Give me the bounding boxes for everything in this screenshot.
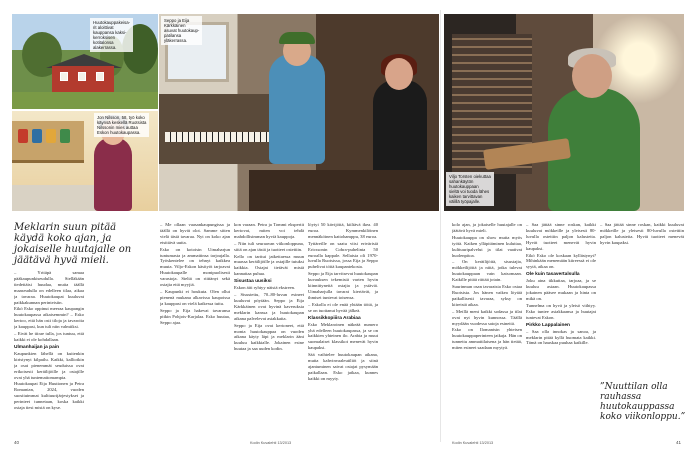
page-number-right: 41 [676,440,682,445]
paragraph: – Eskolla ei ole enää yhtään töitä, ja se on tuottanut hyvää jälkeä. [308,301,378,313]
paragraph: Tyttäreille on saatu viisi erivärisiä Ericssonin Cobra-puhelinta 50 euroalla kappale. Sellaisia oli 1970-luvulla Ruotsissa, jossa Eija ja Seppo puhelivat töitä kaupantekosta. [308,240,378,270]
paragraph: Suurinman osan tavaraista Esko ostaa Ruotsista. Jos hänen vaikea löytää paikallisesti tavaraa, syksy on kiireistä aikaa. [452,284,522,307]
paragraph: Eikö Esko ole koskaan kyllästynyt? Mihinkään menemään kiireessä ei ole syytä, aikaa on. [526,252,596,270]
tools-photo [444,14,684,211]
paragraph: Esko Meklaroinen näkeää numero yhä edelleen huutokaupassa, ja se on kaikkien yhteinen ilo. Arabia ja muut suomalaiset klassikot menevät hyvin kaupaksi. [308,321,378,351]
paragraph: Seppo ja Eija tarvitsevat huutokaupan kuvauksen tekemistä varten hyvin kiinnittyneitä ostajia ja ystäviä. Uimaharjulla tavarat kiertävät, ja ihmiset tuntevat toisensa. [308,271,378,300]
subheading: Ole kuin tasavertalsulla [526,272,580,278]
paragraph: Kaupunkien lähellä on kuitenkin kiristynyt kilpailu. Kaikki, kalliotkin ja osat pienemmät seuduissa ovat erikoisesti keräilijöille ja ostajille ovat yhä tuntemattomampia. [14,350,84,380]
paragraph: Eskon äiti ryhtyy näistä ekstreen. [234,285,296,291]
paragraph: – Sisustettu, 70–80-luvun esineet kuuluvat pöytään. Seppo ja Eija Kärkkäinen ovat hyvinä kaveruksia meklarin kanssa ja huutokaupan aikana palvelevat asiakkaita. [234,292,304,321]
subheading: Pirkko Lappalainen [526,322,570,328]
column-6 [526,222,596,378]
paragraph: Tunnelma on hyvä ja yleisö viihtyy. Esko tuntee asiakkaansa ja huutajat tuntevat Eskon. [526,302,596,320]
paragraph: – Yritäpä samaa pääkaupunkiseudulla. Sielläkään tiedettäisi huudaa, mutta täällä maaseudulla on edelleen tilaa, aikaa ja tavaraa. Huutokaupat kuuluvat paikkakunnan perinteisiin. [14,270,84,305]
column-3 [234,222,304,438]
paragraph: – Saa olla innokas ja sanoa, ja meklarin pitää kyllä huomata kaikki. Tämä on hauskaa puuhaa kaikille. [526,328,596,346]
paragraph: – On keräilijöitä, sisustajia, mökkeilijöitä ja niitä, jotka tulevat huutokauppaan vain katsomaan. Kaikille pitää riittää jotain. [452,259,522,283]
pull-quote-left: Meklarin suun pitää käydä koko ajan, ja jokaiselle huutajalle on jäätävä hyvä mieli. [14,222,132,266]
kitchen-photo [12,111,158,211]
paragraph: Eikö Esko oppinut meeraa kaupangin huutokaupassa aikaisemmin? – Esko kertoo, että hän osti tiloja ja tavaroita ja kauppasi, kun tuli niin valmiiksi. [14,306,84,330]
paragraph: löytyi 50 kävijöitä, kiiltävä ikea. 40 euroa. Kymmenkilöinen mennäköinen kattohamppu, 38 euroa. [308,222,378,239]
workshop-photo [159,14,439,211]
paragraph: kolo ajan, ja jokaiselle huutajalle on jäätävä hyvä mieli. [452,222,522,233]
page-number-left: 40 [14,440,20,445]
paragraph: Seppo ja Eija hakevat tavaransa pitkin Pohjois-Karjalaa. Esko huutaa, Seppo ajaa. [160,307,230,325]
paragraph: – Me ollaan vaasankaupungissa ja täällä on hyvät olot. Samme sitten vielä tästä tavaraa. Nyt on koko ajan etsittävä uutta. [160,222,230,245]
kitchen-caption: Jon Nilsson, 58, työ koko käynsä keskellä Ruotsista Nilssonin mies auttaa Eskon huutokaupassa. [94,113,149,137]
footer-right: Kodin Kuvalehti 13/2013 [452,441,494,445]
paragraph: – Meillä meni kaikki sodassa ja tilat ovat nyt hyvin kunnossa. Täällä myydään vuodessa satoja esineitä. [452,308,522,326]
paragraph: Huutokaupat Eija Huuttonen ja Petra Romanian, 2024, vuoden suosituimmat kulttuurijärjestykset ja perinteet tunnetaan, koska kaikki ostaja tiesi mistä on kyse. [14,381,84,411]
paragraph: – Saa jättää sinne roskan, kaikki kuuluvat mökkeille ja yleisesti 80-luvulla ostettiin paljon kalusteita. Hyvät tuotteet menevät hyvin kaupaksi. [526,222,596,251]
paragraph: – Saa jättää sinne roskan, kaikki kuuluvat mökkeille ja yleisesti 80-luvulla ostettiin paljon kalusteita. Hyvät tuotteet menevät hyvin kaupaksi. [600,222,684,245]
column-5 [452,222,522,438]
house-caption: Huutokauppakeisa- rit aloittivat kauppansa kaksi- kerroksisen kotitalonsa alakerrassa. [90,18,133,52]
paragraph: Esko on Ilomantsin yhteisen huutokauppaperinteen jatkaja. Hän on tunnettu ammattilaisena ja hän tietää, miten esineet saadaan myytyä. [452,327,522,351]
paragraph: Huutokauppa on show mutta myös työtä. Kaiken ylläpitäminen kuluttaa, kulttuuripalvelut ja tilat vaativat huolenpitoa. [452,234,522,258]
paragraph: – Niin tuli seuraavan viikonloppuna, siitä on ajan tästä ja tuotteet ostettiin. [234,240,304,252]
column-1 [14,270,84,438]
paragraph: kon varaan. Petra ja Tommi ekspertit kertovat, miten voi tehdä mahdollisimman hyviä kauppoja. [234,222,304,239]
workshop-caption: Seppo ja Eija Kärkkäinen asuvat huutokaup- patilansa yläkerrassa. [161,16,202,45]
paragraph: Sää vaihtelee huutokaupan aikana, mutta kahvinvaaleutiliöt ja siinä ajantuminen saivat ostajat pysymään paikallaan. Esko jatkaa, kunnes kaikki on myyty. [308,352,378,381]
page-gutter [440,10,441,442]
tools-caption: Viljo Torsten oiekuttaa sahankäytön huutokauppaan sieltä voi tuoda lähes kaiken tarvittavan välillä työpajalle. [446,172,494,206]
paragraph: Kello on tarttui jatkettaessa muun muassa keräilijöille ja ostajille tutuksi kaikkia. Ostajat tietävät mistä kannattaa puhua. [234,253,304,277]
subheading: Ulmanhaijan ja pain [14,344,60,350]
subheading: Klassikkopiiira Arabiaa [308,315,361,321]
pull-quote-right: ”Nuuttilan olla rauhassa huutokauppassa koko viikonloppu.” [600,382,686,422]
paragraph: – Kaupunki ei houkuta. Olen ollut pienenä mukana alkavissa kaupoissa ja kauppasi on vielä kaikessa tuttu. [160,288,230,306]
column-4 [308,222,378,438]
house-photo [12,14,158,109]
column-7 [600,222,684,378]
footer-left: Kodin Kuvalehti 13/2013 [250,441,292,445]
paragraph: Esko on kotoisin Uimaharjun tuntumasta ja ammattinsa tarjoajalla. Työskentelee on tehnyt kaikkea muuta. Viljo-Eskon käsityöt tarjoavat Huutokaupalle monipuolisesti varastoja. Sieltä on riittänyt sekä ostajia että myyjiä. [160,246,230,288]
subheading: Sisustaa uusiksi [234,279,272,285]
paragraph: Joku aina tikkuttaa, tarjoaa, ja se kuuluu asiaan. Huutokaupassa jokainen pääsee mukaan ja hinta on mikä on. [526,278,596,301]
paragraph: – Eivät he tiirae tulla, jos tuntuu, että kaikki ei ole kohdallaan. [14,331,84,342]
column-2 [160,222,230,438]
paragraph: Seppo ja Eija ovat kertoneet, että monta huutokauppaa on vuoden aikana käyty läpi ja meklarin ääni kuuluu kaikkialle. Jokainen esine huutaa ja saa uuden kodin. [234,322,304,352]
